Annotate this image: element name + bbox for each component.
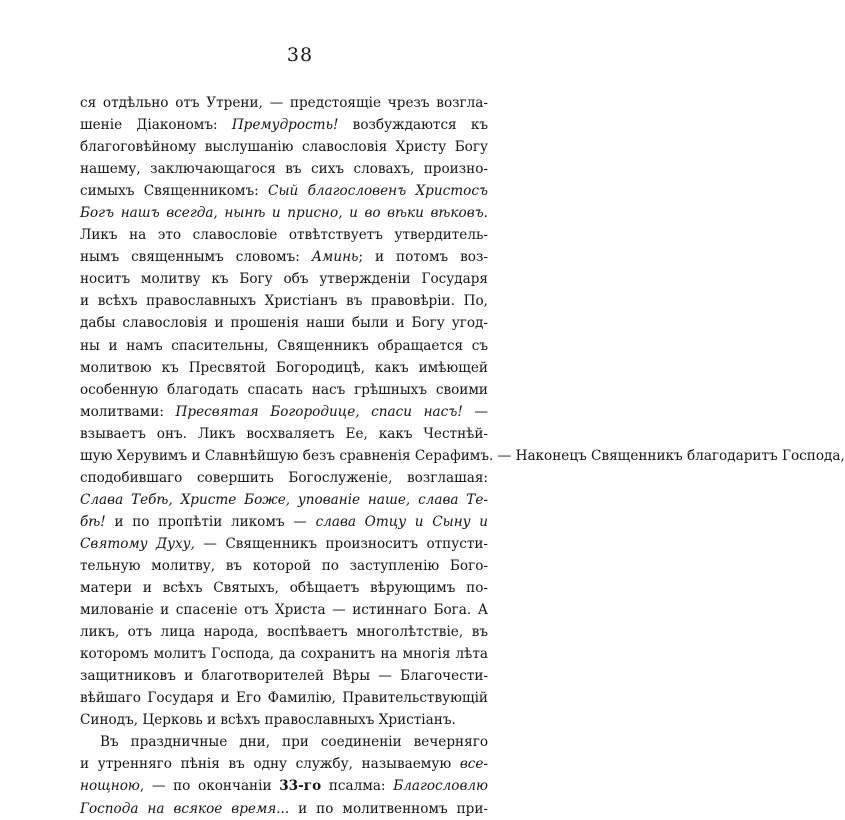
- text-line: [80, 246, 488, 268]
- text-run: шую Херувимъ и Славнѣйшую безъ сравненія Серафимъ.: [80, 447, 494, 464]
- text-run: ся отдѣльно отъ Утрени, — предстоящіе чрезъ возгла-: [80, 95, 488, 111]
- text-run: взываетъ онъ. Ликъ восхваляетъ Ее, какъ Честнѣй-: [80, 425, 488, 442]
- text-line: [80, 335, 488, 357]
- text-line: [80, 423, 488, 445]
- italic-text: все-: [459, 756, 488, 773]
- text-line: [80, 445, 845, 467]
- text-line: [80, 731, 488, 753]
- text-run: Въ праздничные дни, при соединеніи вечерняго: [100, 734, 488, 751]
- text-run: ны и намъ спасительны, Священникъ обращается съ: [80, 337, 488, 354]
- text-run: носитъ молитву къ Богу объ утвержденіи Государя: [80, 271, 488, 288]
- text-line: [80, 312, 488, 334]
- text-line: [80, 511, 488, 533]
- italic-text: бѣ!: [80, 513, 106, 530]
- text-run: — Священникъ произноситъ отпусти-: [194, 535, 488, 552]
- text-line: [80, 158, 488, 180]
- text-run: возбуждаются къ: [338, 117, 488, 134]
- italic-text: слава Отцу и Сыну и: [315, 513, 489, 530]
- text-run: ликъ, отъ лица народа, воспѣваетъ многолѣтствіе, въ: [80, 624, 488, 641]
- text-run: защитниковъ и благотворителей Вѣры — Благочести-: [80, 668, 488, 685]
- text-run: и утренняго пѣнія въ одну службу, называемую: [80, 756, 460, 773]
- text-run: которомъ молитъ Господа, да сохранитъ на многія лѣта: [80, 646, 488, 663]
- text-run: сподобившаго совершить Богослуженіе, возглашая:: [80, 469, 488, 486]
- italic-text: Слава Тебѣ, Христе Боже, упованіе наше, слава Те-: [80, 491, 488, 508]
- text-run: нымъ священнымъ словомъ:: [80, 249, 312, 266]
- text-run: ; и потомъ воз-: [358, 249, 489, 266]
- italic-text: Премудрость!: [231, 117, 339, 134]
- text-run: —: [462, 403, 488, 420]
- text-line: [80, 114, 488, 136]
- text-line: [80, 401, 488, 423]
- italic-text: Святому Духу,: [80, 535, 195, 552]
- text-line: [80, 555, 488, 577]
- text-line: [80, 798, 488, 820]
- italic-text: Благословлю: [393, 778, 488, 795]
- text-run: тельную молитву, въ которой по заступленію Бого-: [80, 557, 488, 574]
- text-run: дабы славословія и прошенія наши были и Богу угод-: [80, 315, 488, 332]
- text-line: [80, 775, 488, 797]
- italic-text: Аминь: [311, 249, 359, 266]
- italic-text: нощною: [80, 778, 140, 795]
- text-run: симыхъ Священникомъ:: [80, 183, 269, 200]
- text-run: псалма:: [321, 778, 394, 795]
- text-line: [80, 687, 488, 709]
- text-line: [80, 290, 488, 312]
- italic-text: Сый благословенъ Христосъ: [268, 183, 488, 200]
- text-run: молитвами:: [80, 403, 176, 420]
- text-run: Ликъ на это славословіе отвѣтствуетъ утвердитель-: [80, 227, 488, 244]
- text-line: [80, 202, 488, 224]
- text-run: и по пропѣтіи ликомъ —: [105, 513, 316, 530]
- text-run: шеніе Діакономъ:: [80, 117, 232, 134]
- italic-text: Пресвятая Богородице, спаси насъ!: [175, 403, 463, 420]
- text-line: [80, 224, 488, 246]
- text-line: [80, 709, 488, 731]
- text-line: [80, 643, 488, 665]
- text-run: нашему, заключающагося въ сихъ словахъ, произно-: [80, 161, 488, 178]
- text-line: [80, 180, 488, 202]
- text-run: — Наконецъ Священникъ благодаритъ Господа,: [493, 447, 845, 464]
- italic-text: Господа на всякое время...: [80, 800, 290, 817]
- text-line: [80, 467, 488, 489]
- text-line: [80, 136, 488, 158]
- text-run: и по молитвенномъ при-: [289, 800, 488, 817]
- text-line: [80, 268, 488, 290]
- text-run: молитвою къ Пресвятой Богородицѣ, какъ имѣющей: [80, 359, 488, 376]
- text-line: [80, 489, 488, 511]
- text-run: 33-го: [279, 778, 322, 795]
- text-run: благоговѣйному выслушанію славословія Христу Богу: [80, 139, 488, 156]
- text-run: особенную благодать спасать насъ грѣшныхъ своими: [80, 381, 488, 398]
- text-run: , — по окончаніи: [139, 778, 280, 795]
- text-line: [80, 92, 488, 114]
- text-line: [80, 665, 488, 687]
- text-run: Синодъ, Церковь и всѣхъ православныхъ Христіанъ.: [80, 712, 456, 729]
- text-line: [80, 533, 488, 555]
- italic-text: Богъ нашъ всегда, нынѣ и присно, и во вѣки вѣковъ.: [80, 205, 488, 222]
- text-line: [80, 357, 488, 379]
- text-run: вѣйшаго Государя и Его Фамилію, Правительствующій: [80, 690, 488, 707]
- text-line: [80, 599, 488, 621]
- body-text: [80, 92, 845, 820]
- text-line: [80, 621, 488, 643]
- text-line: [80, 753, 488, 775]
- page-number: 38: [286, 44, 314, 66]
- text-run: матери и всѣхъ Святыхъ, обѣщаетъ вѣрующимъ по-: [80, 580, 488, 597]
- text-run: и всѣхъ православныхъ Христіанъ въ правовѣріи. По,: [80, 293, 488, 310]
- text-line: [80, 379, 488, 401]
- text-run: милованіе и спасеніе отъ Христа — истиннаго Бога. А: [80, 602, 488, 619]
- text-line: [80, 577, 488, 599]
